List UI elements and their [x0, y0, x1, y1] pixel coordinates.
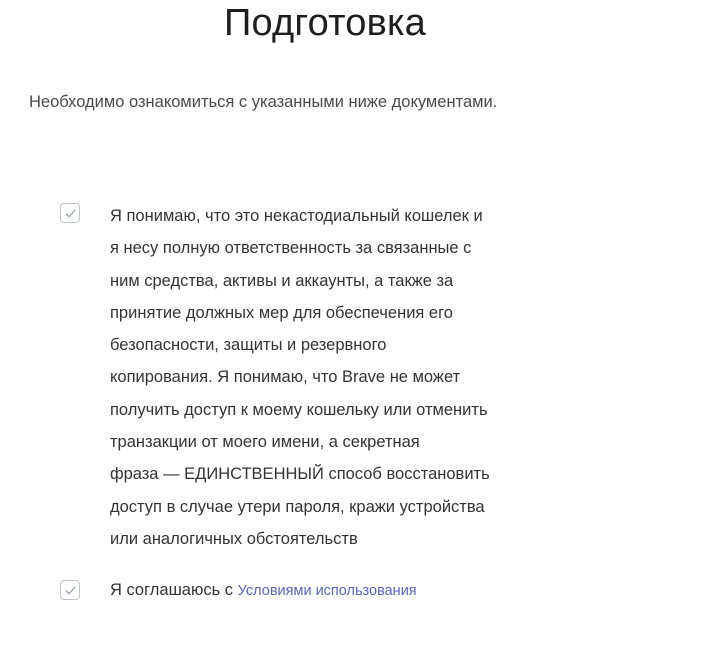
noncustodial-text	[110, 200, 630, 555]
page-subtitle: Необходимо ознакомиться с указанными ниже документами.	[29, 93, 498, 111]
agreement-line: фраза — ЕДИНСТВЕННЫЙ способ восстановить	[110, 465, 490, 484]
page-title: Подготовка	[223, 2, 426, 44]
checkmark-icon	[64, 584, 77, 597]
terms-of-use-link[interactable]: Условиями использования	[237, 583, 417, 599]
agreement-line: принятие должных мер для обеспечения его	[110, 303, 453, 322]
agreement-line: транзакции от моего имени, а секретная	[110, 433, 420, 452]
agreement-line: или аналогичных обстоятельств	[110, 529, 358, 548]
agreement-noncustodial	[60, 200, 630, 555]
terms-checkbox[interactable]	[60, 580, 80, 600]
agreement-line: Я понимаю, что это некастодиальный кошелек и	[110, 207, 483, 225]
agreement-terms	[60, 577, 417, 604]
agreement-line: я несу полную ответственность за связанные с	[110, 239, 472, 258]
terms-text	[110, 577, 417, 604]
agreement-line: доступ в случае утери пароля, кражи устройства	[110, 497, 485, 516]
agreement-line: ним средства, активы и аккаунты, а также за	[110, 271, 454, 290]
agreement-line: получить доступ к моему кошельку или отменить	[110, 400, 488, 419]
agreement-line: копирования. Я понимаю, что Brave не может	[110, 368, 461, 387]
noncustodial-checkbox[interactable]	[60, 203, 80, 223]
checkmark-icon	[64, 207, 77, 220]
terms-prefix: Я соглашаюсь с	[110, 581, 238, 599]
agreement-line: безопасности, защиты и резервного	[110, 336, 387, 355]
